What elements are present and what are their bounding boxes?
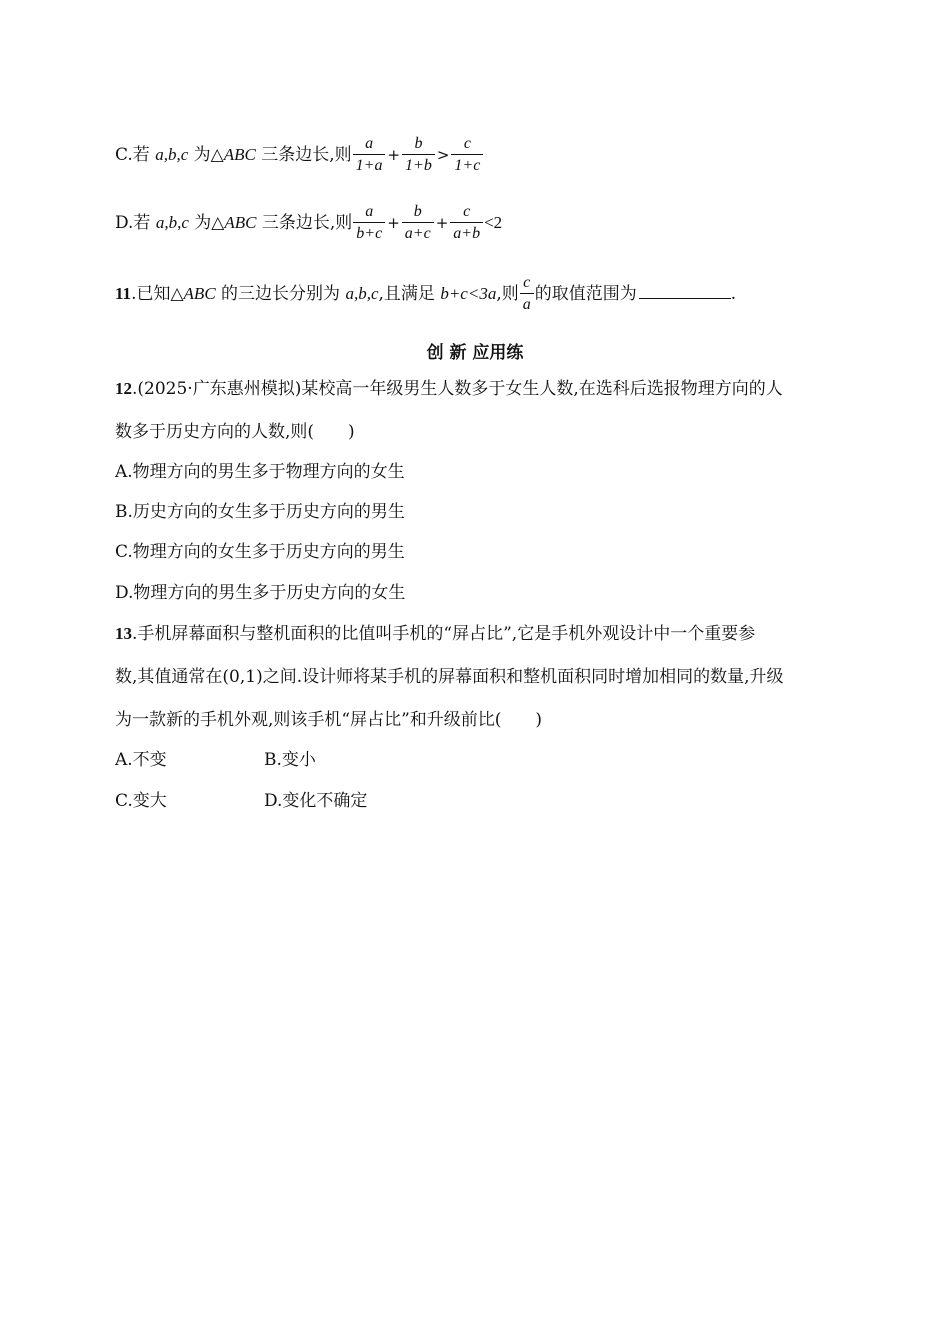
fraction-denominator: 1+c (454, 157, 481, 174)
q12-text: .(2025·广东惠州模拟)某校高一年级男生人数多于女生人数,在选科后选报物理方向的人 (132, 379, 783, 399)
option-c-vars: a,b,c (155, 145, 189, 164)
option-c-triangle: ABC (223, 145, 256, 164)
fraction (353, 202, 385, 245)
fraction (353, 134, 386, 177)
q11-text: ,且满足 (378, 284, 441, 304)
operator: + (435, 214, 449, 232)
q11-text: 的取值范围为 (534, 284, 637, 304)
question-number: 12 (115, 379, 132, 398)
question-11 (115, 273, 736, 316)
q11-triangle: ABC (183, 284, 216, 303)
operator: + (387, 214, 400, 232)
fraction (402, 202, 434, 245)
q11-text: .已知△ (131, 284, 184, 304)
q13-text: .手机屏幕面积与整机面积的比值叫手机的“屏占比”,它是手机外观设计中一个重要参 (132, 624, 756, 644)
q11-text: ,则 (496, 284, 519, 304)
q11-end: . (730, 284, 737, 304)
q12-option-a[interactable]: A.物理方向的男生多于物理方向的女生 (115, 462, 405, 482)
option-d-vars: a,b,c (155, 213, 189, 232)
fraction-denominator: 1+a (355, 157, 383, 174)
fraction (451, 134, 483, 177)
fraction-numerator: c (450, 202, 483, 223)
option-d-prefix: D.若 (115, 213, 156, 233)
question-13-line-1 (115, 622, 755, 646)
fraction-numerator: b (402, 134, 435, 155)
question-13-line-3: 为一款新的手机外观,则该手机“屏占比”和升级前比( ) (115, 710, 543, 730)
option-c-mid: 为△ (188, 145, 224, 165)
option-d-mid: 为△ (188, 213, 225, 233)
fraction-denominator: 1+b (405, 157, 432, 174)
fraction-denominator: b+c (356, 225, 383, 242)
option-d-suffix: 三条边长,则 (256, 213, 353, 233)
option-d-triangle: ABC (224, 213, 257, 232)
question-12-line-2: 数多于历史方向的人数,则( ) (115, 422, 355, 442)
option-c-prefix: C.若 (115, 145, 156, 165)
question-number: 11 (115, 284, 132, 303)
q13-option-c[interactable]: C.变大 (115, 791, 167, 811)
question-12-line-1 (115, 377, 783, 401)
answer-blank[interactable] (639, 280, 731, 299)
operator: > (436, 146, 450, 164)
fraction-denominator: a+b (453, 225, 481, 242)
option-d-tail: <2 (484, 213, 503, 232)
q12-option-d[interactable]: D.物理方向的男生多于历史方向的女生 (115, 583, 406, 603)
fraction-denominator: a (522, 296, 531, 313)
fraction-numerator: b (402, 202, 434, 223)
q11-condition: b+c<3a (440, 284, 497, 303)
section-heading: 创 新 应用练 (426, 343, 524, 363)
q12-option-c[interactable]: C.物理方向的女生多于历史方向的男生 (115, 542, 405, 562)
q13-option-a[interactable]: A.不变 (115, 750, 167, 770)
fraction (450, 202, 483, 245)
fraction (402, 134, 435, 177)
q11-vars: a,b,c (345, 284, 379, 303)
q12-option-b[interactable]: B.历史方向的女生多于历史方向的男生 (115, 502, 405, 522)
q13-option-b[interactable]: B.变小 (264, 750, 316, 770)
q10-option-c (115, 134, 484, 177)
fraction-numerator: c (451, 134, 483, 155)
question-13-line-2: 数,其值通常在(0,1)之间.设计师将某手机的屏幕面积和整机面积同时增加相同的数量,升级 (115, 667, 784, 687)
fraction-numerator: c (520, 273, 534, 294)
option-c-suffix: 三条边长,则 (255, 145, 352, 165)
fraction (520, 273, 534, 316)
q11-text: 的三边长分别为 (215, 284, 346, 304)
question-number: 13 (115, 624, 132, 643)
q13-option-d[interactable]: D.变化不确定 (264, 791, 368, 811)
q10-option-d (115, 202, 502, 245)
operator: + (387, 146, 401, 164)
fraction-numerator: a (353, 202, 385, 223)
fraction-numerator: a (353, 134, 386, 155)
fraction-denominator: a+c (404, 225, 431, 242)
